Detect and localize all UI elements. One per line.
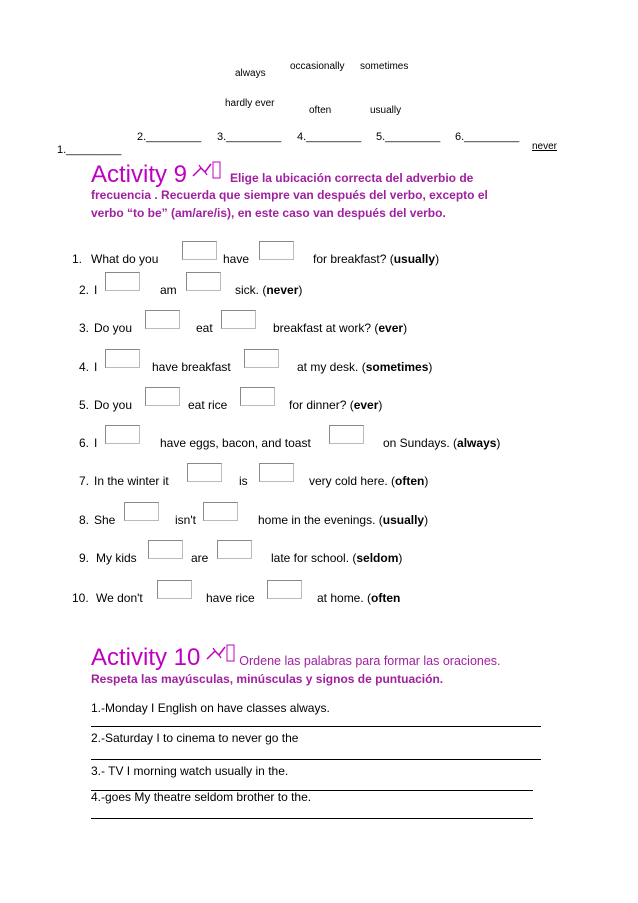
adverb-hint: often — [371, 591, 401, 605]
activity9-item-text: My kids — [96, 551, 137, 565]
sentence-fragment: for dinner? ( — [289, 398, 354, 412]
activity9-item-number: 4. — [79, 360, 90, 374]
blank-6[interactable]: 6._________ — [455, 131, 520, 143]
answer-box[interactable] — [124, 502, 159, 521]
activity9-item-number: 5. — [79, 398, 90, 412]
sentence-fragment: home in the evenings. ( — [258, 513, 383, 527]
activity10-title: Activity 10 — [91, 644, 201, 671]
closing-paren: ) — [435, 252, 440, 266]
activity10-item-4: 4.-goes My theatre seldom brother to the. — [91, 790, 312, 804]
word-usually: usually — [370, 105, 402, 116]
adverb-hint: ever — [378, 321, 404, 335]
adverb-hint: ever — [353, 398, 379, 412]
blank-1[interactable]: 1._________ — [57, 144, 122, 156]
answer-line-4[interactable] — [91, 818, 533, 819]
activity9-item-text: isn't — [175, 513, 196, 527]
activity9-instruction-2: frecuencia . Recuerda que siempre van después del verbo, excepto el — [91, 188, 488, 202]
word-sometimes: sometimes — [360, 61, 409, 72]
writing-hand-icon — [191, 160, 221, 180]
answer-box[interactable] — [148, 540, 183, 559]
closing-paren: ) — [496, 436, 501, 450]
blank-5[interactable]: 5._________ — [376, 131, 441, 143]
activity9-item-text: Do you — [94, 398, 133, 412]
activity10-item-3: 3.- TV I morning watch usually in the. — [91, 764, 289, 778]
activity9-header — [91, 160, 473, 189]
sentence-fragment: late for school. ( — [271, 551, 357, 565]
adverb-hint: always — [457, 436, 497, 450]
writing-hand-icon — [205, 643, 235, 663]
activity9-item-text: are — [191, 551, 209, 565]
activity9-item-text — [313, 252, 439, 266]
closing-paren: ) — [398, 551, 403, 565]
activity9-item-text: Do you — [94, 321, 133, 335]
closing-paren: ) — [403, 321, 408, 335]
word-often: often — [309, 105, 332, 116]
adverb-hint: never — [266, 283, 299, 297]
activity9-item-text — [297, 360, 432, 374]
sentence-fragment: on Sundays. ( — [383, 436, 458, 450]
answer-box[interactable] — [105, 272, 140, 291]
activity9-title: Activity 9 — [91, 161, 188, 188]
answer-box[interactable] — [203, 502, 238, 521]
activity9-item-number: 9. — [79, 551, 90, 565]
activity9-item-number: 10. — [72, 591, 89, 605]
word-always: always — [235, 68, 266, 79]
activity9-item-text — [235, 283, 302, 297]
answer-box[interactable] — [267, 580, 302, 599]
adverb-hint: seldom — [356, 551, 399, 565]
activity10-item-1: 1.-Monday I English on have classes always. — [91, 701, 330, 715]
activity9-instruction-1: Elige la ubicación correcta del adverbio de — [229, 171, 474, 185]
activity9-item-text: We don't — [96, 591, 143, 605]
activity9-item-text: eat rice — [188, 398, 228, 412]
activity9-item-text — [383, 436, 500, 450]
activity9-item-number: 7. — [79, 474, 90, 488]
sentence-fragment: very cold here. ( — [309, 474, 396, 488]
word-hardly-ever: hardly ever — [225, 98, 275, 109]
blank-3[interactable]: 3._________ — [217, 131, 282, 143]
answer-box[interactable] — [157, 580, 192, 599]
activity10-item-2: 2.-Saturday I to cinema to never go the — [91, 731, 299, 745]
answer-box[interactable] — [105, 349, 140, 368]
adverb-hint: usually — [382, 513, 425, 527]
answer-line-2[interactable] — [91, 759, 541, 760]
activity9-item-text: I — [94, 436, 98, 450]
activity9-item-text: am — [160, 283, 177, 297]
blank-2[interactable]: 2._________ — [137, 131, 202, 143]
sentence-fragment: at home. ( — [317, 591, 372, 605]
activity9-item-text: have rice — [206, 591, 255, 605]
answer-box[interactable] — [145, 310, 180, 329]
sentence-fragment: at my desk. ( — [297, 360, 366, 374]
answer-box[interactable] — [259, 241, 294, 260]
sentence-fragment: breakfast at work? ( — [273, 321, 379, 335]
answer-box[interactable] — [187, 463, 222, 482]
answer-box[interactable] — [145, 387, 180, 406]
activity9-item-text: have — [223, 252, 250, 266]
activity9-item-text: is — [239, 474, 248, 488]
activity9-item-text: have eggs, bacon, and toast — [160, 436, 311, 450]
activity9-item-text: have breakfast — [152, 360, 231, 374]
activity9-item-text — [317, 591, 400, 605]
activity9-item-text: I — [94, 283, 98, 297]
activity9-item-text: She — [94, 513, 116, 527]
activity9-item-number: 1. — [72, 252, 83, 266]
activity9-item-text — [289, 398, 382, 412]
activity9-item-text — [258, 513, 428, 527]
activity9-item-text — [273, 321, 407, 335]
blank-4[interactable]: 4._________ — [297, 131, 362, 143]
answer-box[interactable] — [244, 349, 279, 368]
answer-box[interactable] — [259, 463, 294, 482]
answer-box[interactable] — [182, 241, 217, 260]
sentence-fragment: for breakfast? ( — [313, 252, 394, 266]
activity10-header — [91, 643, 501, 672]
activity9-item-number: 2. — [79, 283, 90, 297]
adverb-hint: sometimes — [365, 360, 429, 374]
sentence-fragment: sick. ( — [235, 283, 267, 297]
answer-line-1[interactable] — [91, 726, 541, 727]
activity9-item-text: What do you — [91, 252, 159, 266]
answer-box[interactable] — [217, 540, 252, 559]
activity9-item-text: eat — [196, 321, 213, 335]
word-never: never — [532, 141, 558, 152]
activity9-item-text: In the winter it — [94, 474, 169, 488]
answer-box[interactable] — [105, 425, 140, 444]
activity9-item-text — [309, 474, 428, 488]
closing-paren: ) — [378, 398, 383, 412]
closing-paren: ) — [424, 513, 429, 527]
activity9-instruction-3: verbo “to be” (am/are/is), en este caso van después del verbo. — [91, 206, 446, 220]
answer-box[interactable] — [240, 387, 275, 406]
adverb-hint: often — [395, 474, 425, 488]
answer-box[interactable] — [221, 310, 256, 329]
activity10-instruction-2: Respeta las mayúsculas, minúsculas y signos de puntuación. — [91, 672, 444, 686]
closing-paren: ) — [424, 474, 429, 488]
answer-box[interactable] — [186, 272, 221, 291]
closing-paren: ) — [428, 360, 433, 374]
closing-paren: ) — [298, 283, 303, 297]
activity9-item-number: 3. — [79, 321, 90, 335]
adverb-hint: usually — [393, 252, 436, 266]
activity9-item-text — [271, 551, 402, 565]
activity10-instruction-1: Ordene las palabras para formar las oraciones. — [239, 654, 501, 668]
activity9-item-number: 6. — [79, 436, 90, 450]
word-occasionally: occasionally — [290, 61, 345, 72]
activity9-item-text: I — [94, 360, 98, 374]
answer-box[interactable] — [329, 425, 364, 444]
activity9-item-number: 8. — [79, 513, 90, 527]
